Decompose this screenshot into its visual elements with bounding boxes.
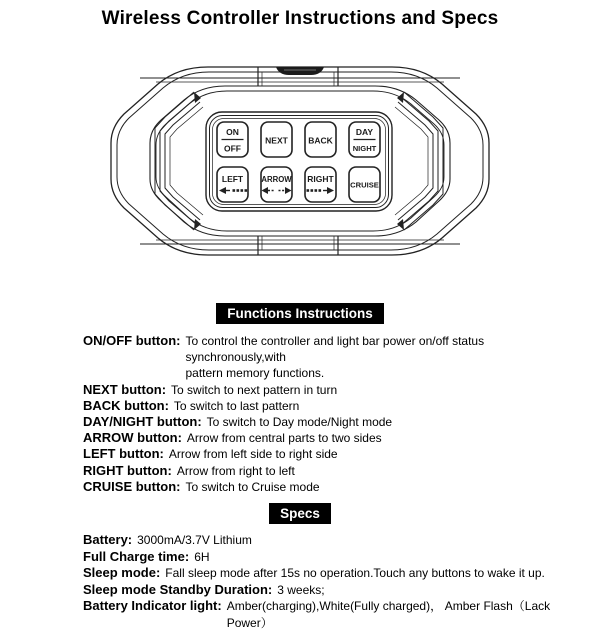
spec-label: Battery: (83, 532, 133, 548)
button-next (261, 122, 292, 157)
button-on-off-label-bottom: OFF (224, 143, 241, 154)
button-day-night (349, 122, 380, 157)
spec-value: 3000mA/3.7V Lithium (137, 533, 252, 548)
top-tab (276, 67, 324, 75)
button-back (305, 122, 336, 157)
button-cruise (349, 167, 380, 202)
function-item (83, 414, 575, 430)
spec-item (83, 565, 575, 582)
controller-illustration (90, 55, 510, 285)
function-description: Arrow from right to left (176, 463, 295, 478)
spec-label: Battery Indicator light: (83, 598, 222, 614)
function-description: To switch to Cruise mode (185, 479, 320, 494)
button-on-off-label-top: ON (226, 127, 239, 137)
spec-label: Sleep mode: (83, 565, 161, 581)
specs-list (83, 532, 575, 632)
button-right-label: RIGHT (307, 174, 334, 184)
function-label: CRUISE button: (83, 478, 181, 494)
right-chevron-trim (395, 92, 443, 230)
dots-arrow-right-icon (307, 187, 335, 194)
spec-value: Fall sleep mode after 15s no operation.Touch any buttons to wake it up. (165, 566, 545, 581)
button-arrow (261, 167, 292, 202)
function-description: To switch to last pattern (173, 398, 300, 413)
functions-header-label: Functions Instructions (227, 306, 373, 321)
functions-list (83, 333, 575, 495)
specs-section-header (269, 503, 331, 524)
spec-item (83, 532, 575, 549)
functions-section-header (216, 303, 384, 324)
button-day-night-label-bottom: NIGHT (352, 144, 377, 153)
page-title: Wireless Controller Instructions and Specs (101, 8, 499, 29)
function-item (83, 463, 575, 479)
spec-item (83, 598, 575, 631)
function-description: Arrow from left side to right side (168, 447, 338, 462)
function-label: DAY/NIGHT button: (83, 414, 202, 430)
button-arrow-label: ARROW (261, 175, 292, 184)
button-day-night-label-top: DAY (355, 127, 374, 137)
function-label: ARROW button: (83, 430, 182, 446)
button-back-label: BACK (308, 135, 333, 146)
function-description: To switch to next pattern in turn (171, 382, 338, 397)
specs-header-label: Specs (280, 506, 320, 522)
spec-item (83, 582, 575, 599)
spec-value: 3 weeks; (277, 582, 325, 597)
function-label: LEFT button: (83, 446, 164, 462)
left-chevron-trim (155, 92, 203, 230)
button-right (305, 167, 336, 202)
spec-label: Full Charge time: (83, 548, 190, 564)
center-column (258, 67, 338, 255)
button-left-label: LEFT (221, 174, 244, 184)
deck-seam-lines (140, 78, 460, 244)
function-description: To control the controller and light bar power on/off status synchronously,with pattern memory functions. (185, 333, 575, 382)
controller-outer-shell (111, 67, 489, 255)
button-left (217, 167, 248, 202)
function-item (83, 430, 575, 446)
keypad-buttons (217, 122, 380, 202)
spec-item (83, 549, 575, 566)
controller-diagram (90, 55, 510, 285)
function-label: BACK button: (83, 397, 169, 413)
function-description: Arrow from central parts to two sides (186, 431, 382, 446)
function-description: To switch to Day mode/Night mode (206, 415, 393, 430)
function-item (83, 398, 575, 414)
function-description-line2: pattern memory functions. (185, 366, 325, 381)
spec-value: Amber(charging),White(Fully charged)， Amber Flash（Lack Power） (226, 599, 551, 630)
function-item (83, 446, 575, 462)
function-label: RIGHT button: (83, 462, 172, 478)
function-item (83, 333, 575, 382)
spec-value: 6H (194, 549, 210, 564)
button-next-label: NEXT (265, 135, 288, 146)
arrows-outward-icon (262, 187, 292, 194)
function-label: NEXT button: (83, 381, 167, 397)
function-item (83, 479, 575, 495)
function-label: ON/OFF button: (83, 333, 181, 348)
function-item (83, 382, 575, 398)
arrow-left-dots-icon (219, 187, 247, 194)
button-on-off (217, 122, 248, 157)
button-cruise-label: CRUISE (350, 180, 379, 190)
spec-label: Sleep mode Standby Duration: (83, 581, 273, 597)
